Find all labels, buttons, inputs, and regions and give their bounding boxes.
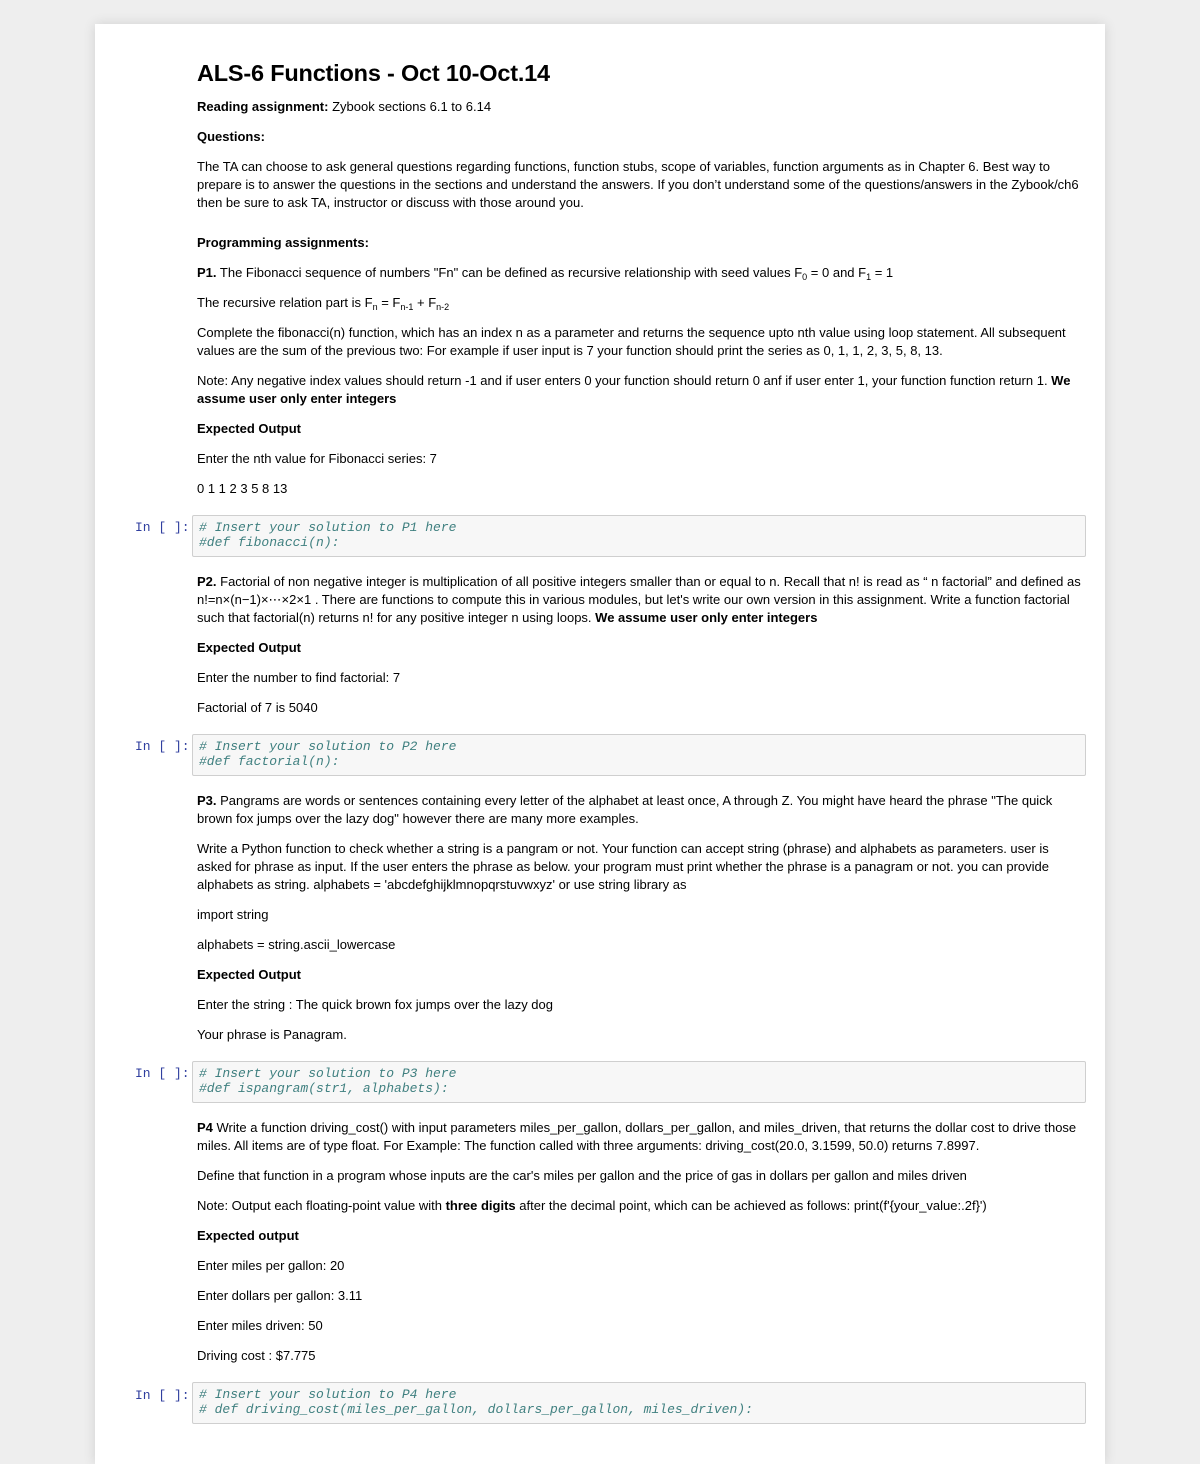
p2-text [197,573,1087,627]
p3-assign: alphabets = string.ascii_lowercase [197,937,396,952]
p3-output-line2: Your phrase is Panagram. [197,1027,347,1042]
p4-define: Define that function in a program whose inputs are the car's miles per gallon and the price of gas in dollars per gallon and miles driven [197,1168,967,1183]
reading-label: Reading assignment: [197,99,329,114]
p1-rel-sub-n2: n-2 [436,302,450,312]
p3-expected-heading-text: Expected Output [197,967,302,982]
p4-note-post: after the decimal point, which can be achieved as follows: print(f'{your_value:.2f}') [515,1198,987,1213]
programming-heading-text: Programming assignments: [197,235,369,250]
cell3-line2: #def ispangram(str1, alphabets): [199,1081,449,1096]
p3-description: Write a Python function to check whether a string is a pangram or not. Your function can accept string (phrase) and alphabets as parameters. user is asked for phrase as input. If the user enters the phrase as below. your program must print whether the phrase is a panagram or not. you can provide alphabets as string. alphabets = 'abcdefghijklmnopqrstuvwxyz' or use string library as [197,841,1049,892]
page-title: ALS-6 Functions - Oct 10-Oct.14 [197,60,550,86]
cell4-prompt: In [ ]: [135,1388,190,1403]
p4-intro [197,1119,1087,1155]
cell1-prompt: In [ ]: [135,520,190,535]
p1-note-text: Note: Any negative index values should return -1 and if user enters 0 your function should return 0 anf if user enter 1, your function function return 1. [197,373,1052,388]
p1-rel-sub-n1: n-1 [400,302,414,312]
p1-mid: = 0 and F [807,265,867,280]
cell2-line2: #def factorial(n): [199,754,340,769]
p1-output-line2: 0 1 1 2 3 5 8 13 [197,481,288,496]
code-cell-p2[interactable] [192,734,1086,776]
p3-expected-heading [197,966,1087,984]
cell3-prompt: In [ ]: [135,1066,190,1081]
questions-text: The TA can choose to ask general questions regarding functions, function stubs, scope of variables, function arguments as in Chapter 6. Best way to prepare is to answer the questions in the sections and understand the answers. If you don’t understand some of the questions/answers in the Zybook/ch6 then be sure to ask TA, instructor or discuss with those around you. [197,159,1079,210]
p1-rel-plus: + F [413,295,437,310]
p4-expected-heading [197,1227,1087,1245]
cell2-prompt: In [ ]: [135,739,190,754]
p3-label: P3. [197,793,217,808]
p1-intro [197,264,1087,282]
p1-rel-eq: = F [377,295,401,310]
cell3-line1: # Insert your solution to P3 here [199,1066,457,1081]
p4-output-line1: Enter miles per gallon: 20 [197,1258,345,1273]
p1-intro-text: The Fibonacci sequence of numbers "Fn" can be defined as recursive relationship with seed values F [216,265,803,280]
p1-description: Complete the fibonacci(n) function, which has an index n as a parameter and returns the sequence upto nth value using loop statement. All subsequent values are the sum of the previous two: For example if user input is 7 your function should print the series as 0, 1, 1, 2, 3, 5, 8, 13. [197,325,1066,358]
p1-recursive-relation [197,294,1087,312]
p3-import: import string [197,907,269,922]
p4-note-bold: three digits [445,1198,516,1213]
p3-intro [197,792,1087,828]
p2-body: Factorial of non negative integer is multiplication of all positive integers smaller than or equal to n. Recall that n! is read as “ n factorial” and defined as n!=n×(n−1)×⋯×2×1 . There are functions to compute this in various modules, but let's write our own version in this assignment. Write a function factorial such that factorial(n) returns n! for any positive integer n using loops. [197,574,1081,625]
p4-note-pre: Note: Output each floating-point value with [197,1198,446,1213]
p1-rel-prefix: The recursive relation part is F [197,295,373,310]
p4-label: P4 [197,1120,213,1135]
p1-output-line1: Enter the nth value for Fibonacci series: 7 [197,451,437,466]
p1-label: P1. [197,265,217,280]
p2-output-line2: Factorial of 7 is 5040 [197,700,318,715]
p1-sub0: 0 [802,272,808,282]
p4-output-line3: Enter miles driven: 50 [197,1318,323,1333]
code-cell-p1[interactable] [192,515,1086,557]
notebook-page [95,24,1105,1464]
cell2-line1: # Insert your solution to P2 here [199,739,457,754]
p2-bold: We assume user only enter integers [595,610,818,625]
cell4-line1: # Insert your solution to P4 here [199,1387,457,1402]
code-cell-p4[interactable] [192,1382,1086,1424]
p1-expected-heading [197,420,1087,438]
p3-body: Pangrams are words or sentences containing every letter of the alphabet at least once, A through Z. You might have heard the phrase "The quick brown fox jumps over the lazy dog" however there are many more examples. [197,793,1053,826]
p1-expected-heading-text: Expected Output [197,421,302,436]
p2-expected-heading-text: Expected Output [197,640,302,655]
cell1-line2: #def fibonacci(n): [199,535,340,550]
p4-output-line2: Enter dollars per gallon: 3.11 [197,1288,363,1303]
cell1-line1: # Insert your solution to P1 here [199,520,457,535]
p4-body: Write a function driving_cost() with input parameters miles_per_gallon, dollars_per_gallon, and miles_driven, that returns the dollar cost to drive those miles. All items are of type float. For Example: The function called with three arguments: driving_cost(20.0, 3.1599, 50.0) returns 7.8997. [197,1120,1077,1153]
reading-assignment [197,98,1087,116]
p2-output-line1: Enter the number to find factorial: 7 [197,670,401,685]
p4-note [197,1197,1087,1215]
p1-sub1: 1 [866,272,872,282]
p1-rel-sub-n: n [372,302,378,312]
p1-end: = 1 [871,265,894,280]
p1-note-bold: We assume user only enter integers [197,373,1071,406]
programming-heading [197,234,1087,252]
p4-output-line4: Driving cost : $7.775 [197,1348,316,1363]
questions-heading-text: Questions: [197,129,265,144]
p4-expected-heading-text: Expected output [197,1228,299,1243]
p3-output-line1: Enter the string : The quick brown fox jumps over the lazy dog [197,997,553,1012]
cell4-line2: # def driving_cost(miles_per_gallon, dollars_per_gallon, miles_driven): [199,1402,753,1417]
p2-label: P2. [197,574,217,589]
questions-heading [197,128,1087,146]
reading-text: Zybook sections 6.1 to 6.14 [328,99,492,114]
p1-note [197,372,1087,408]
code-cell-p3[interactable] [192,1061,1086,1103]
p2-expected-heading [197,639,1087,657]
